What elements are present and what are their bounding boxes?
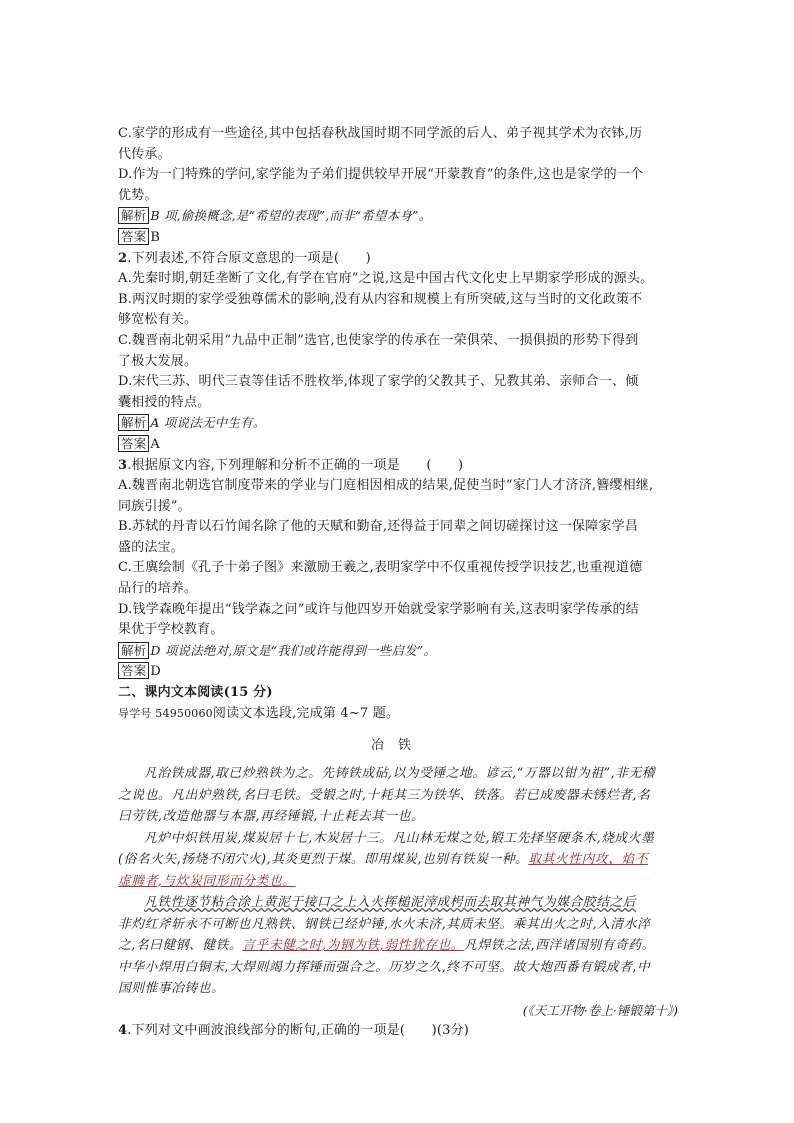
q3-option-d-line1: D.钱学森晚年提出“钱学森之问”或许与他四岁开始就受家学影响有关,这表明家学传承的结 bbox=[118, 601, 639, 617]
q3-stem bbox=[118, 456, 678, 477]
answer-value: A bbox=[150, 436, 160, 452]
guide-text: 阅读文本选段,完成第 4~7 题。 bbox=[212, 705, 400, 721]
underlined-sentence: 虚腾者,与炊炭同形而分类也。 bbox=[118, 873, 296, 889]
underlined-sentence: 言乎未健之时,为钢为铁,弱性犹存也。 bbox=[242, 938, 465, 954]
passage-p3-line3 bbox=[118, 935, 678, 957]
question-number: 2 bbox=[118, 250, 128, 266]
answer-label: 答案 bbox=[118, 228, 149, 245]
q2-option-d-line1: D.宋代三苏、明代三袁等佳话不胜枚举,体现了家学的父教其子、兄教其弟、亲师合一、倾 bbox=[118, 374, 639, 390]
q3-option-d-line2: 果优于学校教育。 bbox=[118, 622, 224, 638]
underlined-sentence: 取其火性内攻、焰不 bbox=[528, 852, 648, 868]
q2-stem bbox=[118, 249, 678, 270]
passage-p3-line2: 非灼红斧斩永不可断也凡熟铁、钢铁已经炉锤,水火未济,其质未坚。乘其出火之时,入清水淬 bbox=[118, 916, 651, 932]
passage-p3-line4: 中华小焊用白铜末,大焊则竭力挥锤而强合之。历岁之久,终不可坚。故大炮西番有锻成者,中 bbox=[118, 959, 651, 975]
analysis-label: 解析 bbox=[118, 414, 149, 431]
analysis-text: D 项说法绝对,原文是“我们或许能得到一些启发”。 bbox=[150, 642, 437, 658]
q1-answer bbox=[118, 228, 678, 249]
passage-p2-line1: 凡炉中炽铁用炭,煤炭居十七,木炭居十三。凡山林无煤之处,锻工先择坚硬条木,烧成火墨 bbox=[144, 830, 655, 846]
q1-option-d-line1: D.作为一门特殊的学问,家学能为子弟们提供较早开展“开蒙教育”的条件,这也是家学的一个 bbox=[118, 167, 644, 183]
passage-source: (《天工开物·卷上·锤锻第十》) bbox=[522, 1002, 678, 1018]
q3-option-b-line2: 盛的法宝。 bbox=[118, 539, 185, 555]
guide-line bbox=[118, 704, 678, 725]
passage-p1-line1: 凡治铁成器,取已炒熟铁为之。先铸铁成砧,以为受锤之地。谚云,“万器以钳为祖”,非无稽 bbox=[144, 766, 656, 782]
guide-number: 导学号 54950060 bbox=[118, 706, 213, 720]
passage-p2-line2 bbox=[118, 849, 678, 871]
analysis-text: B 项,偷换概念,是“希望的表现”,而非“希望本身”。 bbox=[150, 208, 432, 224]
passage-text: 之,名曰健钢、健铁。 bbox=[118, 938, 243, 954]
answer-label: 答案 bbox=[118, 435, 149, 452]
passage-text: (俗名火矢,扬烧不闭穴火),其炎更烈于煤。即用煤炭,也别有铁炭一种。 bbox=[118, 852, 529, 868]
analysis-text: A 项说法无中生有。 bbox=[150, 415, 266, 431]
analysis-label: 解析 bbox=[118, 642, 149, 659]
q2-option-c-line2: 了极大发展。 bbox=[118, 353, 198, 369]
answer-value: D bbox=[150, 664, 162, 680]
passage-p1-line2: 之说也。凡出炉熟铁,名曰毛铁。受锻之时,十耗其三为铁华、铁落。若已成废器未锈烂者,名 bbox=[118, 787, 651, 803]
q3-option-c-line1: C.王廙绘制《孔子十弟子图》来激励王羲之,表明家学中不仅重视传授学识技艺,也重视道德 bbox=[118, 560, 643, 576]
q2-option-b-line1: B.两汉时期的家学受独尊儒术的影响,没有从内容和规模上有所突破,这与当时的文化政策不 bbox=[118, 291, 643, 307]
q1-option-c-line2: 代传承。 bbox=[118, 146, 171, 162]
q2-option-b-line2: 够宽松有关。 bbox=[118, 312, 198, 328]
q3-answer bbox=[118, 662, 678, 683]
q3-option-a-line1: A.魏晋南北朝选官制度带来的学业与门庭相因相成的结果,促使当时“家门人才济济,簪缨相继, bbox=[118, 478, 654, 494]
passage-p1-line3: 曰劳铁,改造他器与本器,再经锤锻,十止耗去其一也。 bbox=[118, 809, 425, 825]
q2-analysis bbox=[118, 413, 678, 435]
question-text: .根据原文内容,下列理解和分析不正确的一项是 ( ) bbox=[127, 457, 464, 473]
q1-analysis bbox=[118, 206, 678, 228]
q2-answer bbox=[118, 435, 678, 456]
q3-option-b-line1: B.苏轼的丹青以石竹闻名除了他的天赋和勤奋,还得益于同辈之间切磋探讨这一保障家学昌 bbox=[118, 519, 639, 535]
q2-option-a: A.先秦时期,朝廷垄断了文化,有学在官府”之说,这是中国古代文化史上早期家学形成的源头。 bbox=[118, 271, 654, 287]
wavy-underlined-text: 凡铁性逐节粘合涂上黄泥于接口之上入火挥槌泥滓成枵而去取其神气为媒合胶结之后 bbox=[144, 895, 636, 911]
question-number: 4 bbox=[118, 1022, 128, 1038]
answer-label: 答案 bbox=[118, 662, 149, 679]
q2-option-d-line2: 囊相授的特点。 bbox=[118, 394, 211, 410]
question-text: .下列对文中画波浪线部分的断句,正确的一项是( )(3分) bbox=[127, 1022, 470, 1038]
q4-stem bbox=[118, 1021, 678, 1042]
passage-p3-line1 bbox=[118, 892, 678, 914]
q3-analysis bbox=[118, 641, 678, 663]
question-text: .下列表述,不符合原文意思的一项是( ) bbox=[127, 250, 371, 266]
passage-title: 冶铁 bbox=[370, 738, 425, 754]
q3-option-a-line2: 同族引援”。 bbox=[118, 498, 191, 514]
document-page bbox=[118, 124, 678, 1041]
analysis-label: 解析 bbox=[118, 207, 149, 224]
q2-option-c-line1: C.魏晋南北朝采用“九品中正制”选官,也使家学的传承在一荣俱荣、一损俱损的形势下得到 bbox=[118, 332, 639, 348]
passage-p3-line5: 国则惟事冶铸也。 bbox=[118, 981, 225, 997]
question-number: 3 bbox=[118, 457, 128, 473]
answer-value: B bbox=[150, 229, 161, 245]
q1-option-d-line2: 优势。 bbox=[118, 187, 158, 203]
q1-option-c-line1: C.家学的形成有一些途径,其中包括春秋战国时期不同学派的后人、弟子视其学术为衣钵,历 bbox=[118, 126, 643, 141]
q3-option-c-line2: 品行的培养。 bbox=[118, 581, 198, 597]
passage-p2-line3 bbox=[118, 871, 678, 893]
passage-text: 凡焊铁之法,西洋诸国别有奇药。 bbox=[464, 938, 655, 954]
section-heading: 二、课内文本阅读(15 分) bbox=[118, 685, 273, 701]
